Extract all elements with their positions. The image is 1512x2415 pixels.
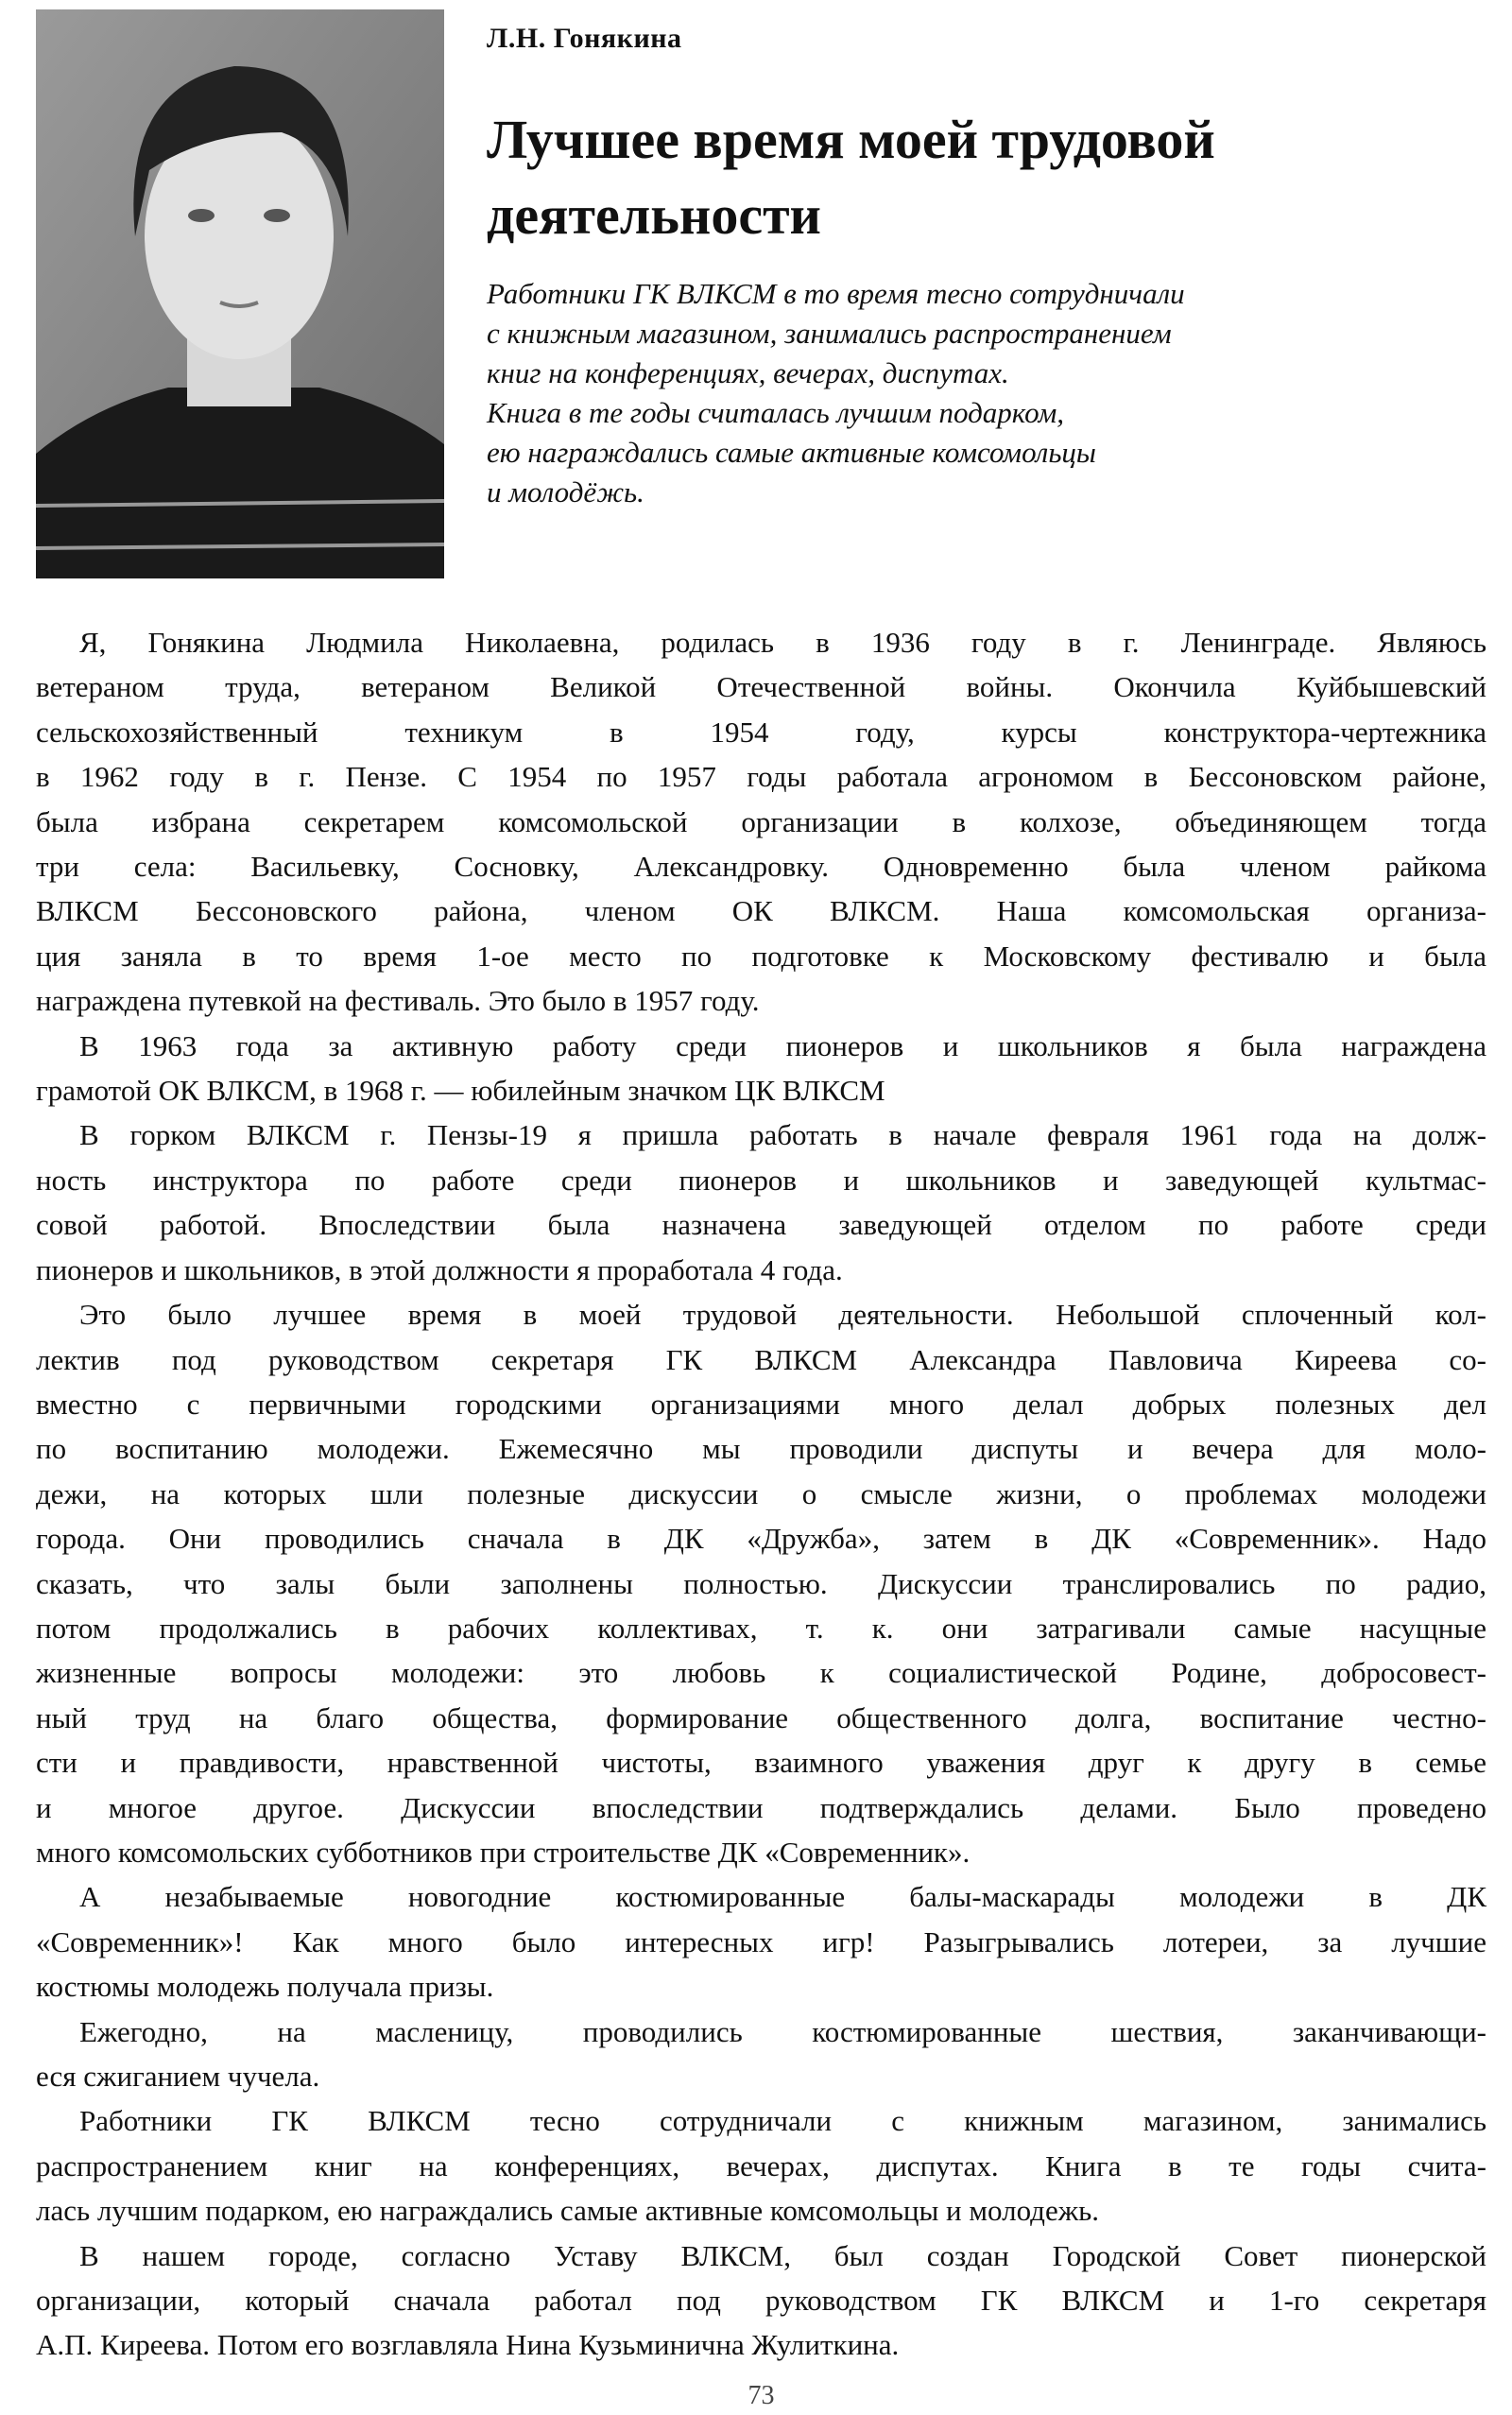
epigraph-line: Работники ГК ВЛКСМ в то время тесно сотрудничали [487,277,1185,310]
text-line: три села: Васильевку, Сосновку, Александровку. Одновременно была членом райкома [36,850,1486,884]
text-line: ветераном труда, ветераном Великой Отечественной войны. Окончила Куйбышевский [36,670,1486,704]
epigraph-line: с книжным магазином, занимались распространением [487,317,1172,350]
epigraph-line: Книга в те годы считалась лучшим подарком, [487,396,1064,429]
paragraph [36,2010,1486,2099]
text-line: лась лучшим подарком, ею награждались самые активные комсомольцы и молодежь. [36,2194,1100,2228]
page-number: 73 [747,2380,775,2410]
text-line: В 1963 года за активную работу среди пионеров и школьников я была награждена [79,1028,1486,1062]
text-line: жизненные вопросы молодежи: это любовь к социалистической Родине, добросовест- [36,1656,1486,1690]
text-line: была избрана секретарем комсомольской организации в колхозе, объединяющем тогда [36,804,1486,838]
text-line: в 1962 году в г. Пензе. С 1954 по 1957 годы работала агрономом в Бессоновском районе, [36,760,1486,794]
text-line: организации, который сначала работал под руководством ГК ВЛКСМ и 1-го секретаря [36,2284,1486,2318]
text-line: ность инструктора по работе среди пионеров и школьников и заведующей культмас- [36,1163,1486,1197]
text-line: Ежегодно, на масленицу, проводились костюмированные шествия, заканчивающи- [79,2014,1486,2048]
epigraph-line: ею награждались самые активные комсомольцы [487,436,1096,469]
article-header [36,9,1486,578]
text-line: В нашем городе, согласно Уставу ВЛКСМ, был создан Городской Совет пионерской [79,2238,1486,2272]
text-line: Это было лучшее время в моей трудовой деятельности. Небольшой сплоченный кол- [79,1298,1486,1332]
text-line: города. Они проводились сначала в ДК «Дружба», затем в ДК «Современник». Надо [36,1522,1486,1556]
text-line: распространением книг на конференциях, вечерах, диспутах. Книга в те годы счита- [36,2148,1486,2182]
author-portrait-photo [36,9,444,578]
article-body [36,620,1486,2368]
text-line: ВЛКСМ Бессоновского района, членом ОК ВЛКСМ. Наша комсомольская организа- [36,894,1486,928]
text-line: потом продолжались в рабочих коллективах, т. к. они затрагивали самые насущные [36,1611,1486,1645]
text-line: Я, Гонякина Людмила Николаевна, родилась в 1936 году в г. Ленинграде. Являюсь [79,626,1486,659]
text-line: грамотой ОК ВЛКСМ, в 1968 г. — юбилейным значком ЦК ВЛКСМ [36,1074,885,1108]
title-line: деятельности [487,184,821,246]
text-line: дежи, на которых шли полезные дискуссии о смысле жизни, о проблемах молодежи [36,1476,1486,1510]
epigraph-line: и молодёжь. [487,475,644,509]
text-line: А незабываемые новогодние костюмированные балы-маскарады молодежи в ДК [79,1880,1486,1914]
text-line: ция заняла в то время 1-ое место по подготовке к Московскому фестивалю и была [36,939,1486,973]
text-line: лектив под руководством секретаря ГК ВЛКСМ Александра Павловича Киреева со- [36,1342,1486,1376]
title-line: Лучшее время моей трудовой [487,109,1215,170]
paragraph [36,2098,1486,2233]
paragraph [36,620,1486,1024]
text-line: сти и правдивости, нравственной чистоты, взаимного уважения друг к другу в семье [36,1746,1486,1780]
text-line: еся сжиганием чучела. [36,2060,320,2093]
epigraph-line: книг на конференциях, вечерах, диспутах. [487,356,1009,389]
paragraph [36,1113,1486,1292]
text-line: сказать, что залы были заполнены полностью. Дискуссии транслировались по радио, [36,1566,1486,1600]
paragraph [36,1024,1486,1113]
epigraph [487,274,1486,512]
text-line: А.П. Киреева. Потом его возглавляла Нина Кузьминична Жулиткина. [36,2328,900,2362]
text-line: награждена путевкой на фестиваль. Это было в 1957 году. [36,984,760,1018]
text-line: Работники ГК ВЛКСМ тесно сотрудничали с книжным магазином, занимались [79,2104,1486,2138]
text-line: много комсомольских субботников при строительстве ДК «Современник». [36,1835,971,1869]
text-line: ный труд на благо общества, формирование общественного долга, воспитание честно- [36,1700,1486,1734]
text-line: сельскохозяйственный техникум в 1954 году, курсы конструктора-чертежника [36,715,1486,749]
text-line: вместно с первичными городскими организациями много делал добрых полезных дел [36,1387,1486,1421]
text-line: В горком ВЛКСМ г. Пензы-19 я пришла работать в начале февраля 1961 года на долж- [79,1118,1486,1152]
text-line: совой работой. Впоследствии была назначена заведующей отделом по работе среди [36,1208,1486,1242]
article-title [487,102,1486,253]
author-name: Л.Н. Гонякина [487,23,682,54]
text-line: пионеров и школьников, в этой должности я проработала 4 года. [36,1252,843,1286]
header-text-column [487,9,1486,512]
paragraph [36,1292,1486,1874]
text-line: костюмы молодежь получала призы. [36,1970,494,2004]
paragraph [36,2234,1486,2368]
text-line: «Современник»! Как много было интересных игр! Разыгрывались лотереи, за лучшие [36,1924,1486,1958]
text-line: по воспитанию молодежи. Ежемесячно мы проводили диспуты и вечера для моло- [36,1432,1486,1466]
text-line: и многое другое. Дискуссии впоследствии подтверждались делами. Было проведено [36,1790,1486,1824]
paragraph [36,1874,1486,2009]
